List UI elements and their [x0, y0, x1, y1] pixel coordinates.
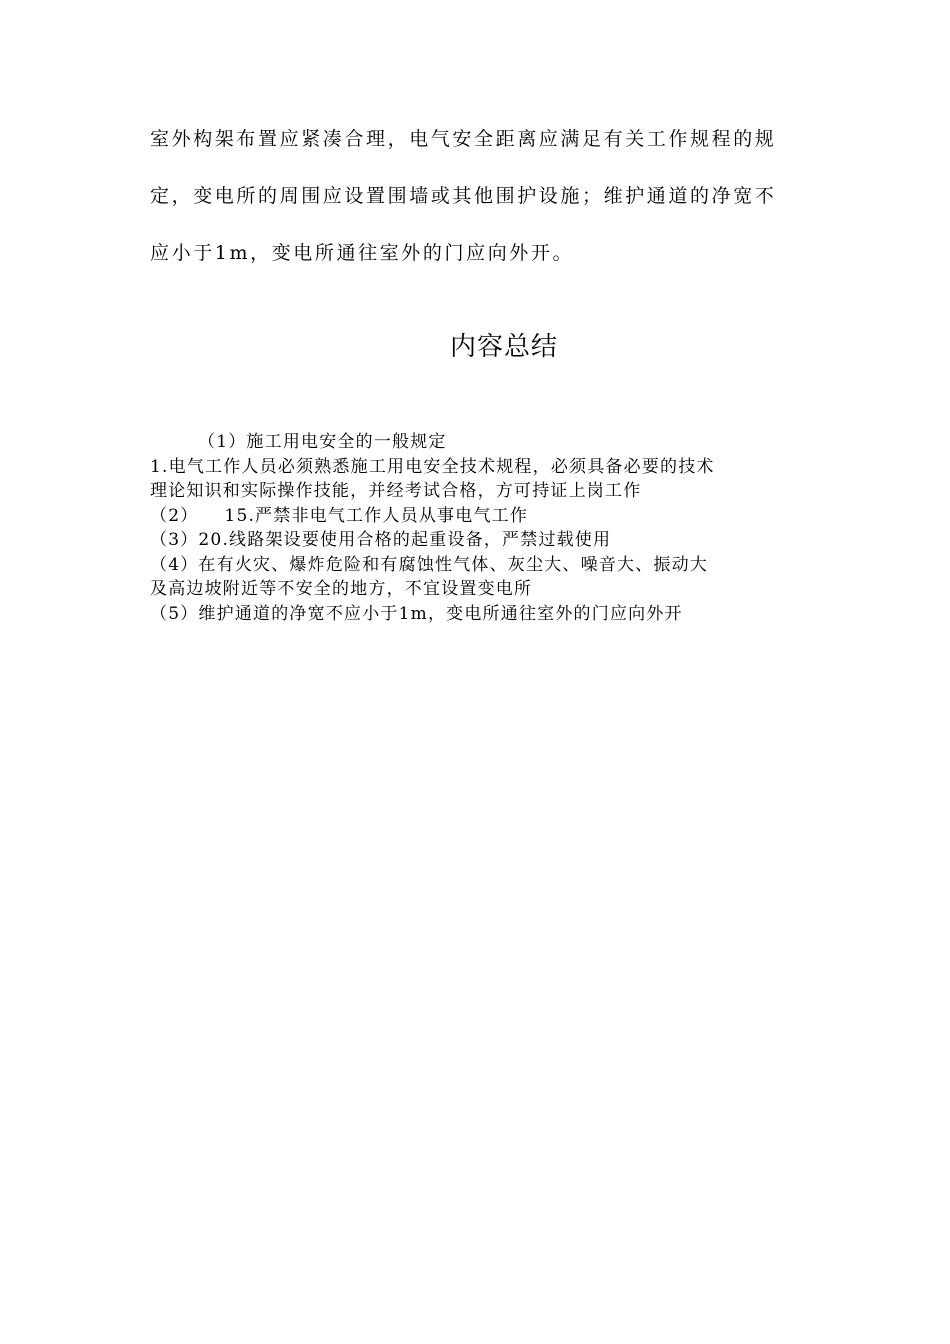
summary-item-1-heading: （1）施工用电安全的一般规定 [198, 432, 447, 452]
summary-item-2 [150, 504, 800, 529]
summary-item-2-number: （2） [150, 505, 199, 526]
summary-item-1-line-2: 理论知识和实际操作技能，并经考试合格，方可持证上岗工作 [150, 481, 642, 501]
summary-item-4-line-2: 及高边坡附近等不安全的地方，不宜设置变电所 [150, 579, 533, 599]
intro-line-2: 定，变电所的周围应设置围墙或其他围护设施；维护通道的净宽不 [150, 185, 777, 207]
summary-heading: 内容总结 [449, 332, 558, 362]
summary-item-2-text: 15.严禁非电气工作人员从事电气工作 [224, 505, 529, 526]
summary-list [150, 430, 800, 626]
summary-item-4-line-1: （4）在有火灾、爆炸危险和有腐蚀性气体、灰尘大、噪音大、振动大 [150, 554, 709, 575]
intro-line-1: 室外构架布置应紧凑合理，电气安全距离应满足有关工作规程的规 [150, 128, 777, 150]
intro-paragraph [150, 120, 810, 291]
summary-item-3: （3）20.线路架设要使用合格的起重设备，严禁过载使用 [150, 530, 612, 550]
summary-item-1-line-1: 1.电气工作人员必须熟悉施工用电安全技术规程，必须具备必要的技术 [150, 456, 715, 477]
intro-line-3: 应小于1m，变电所通往室外的门应向外开。 [150, 242, 575, 264]
summary-item-5: （5）维护通道的净宽不应小于1m，变电所通往室外的门应向外开 [150, 603, 683, 624]
